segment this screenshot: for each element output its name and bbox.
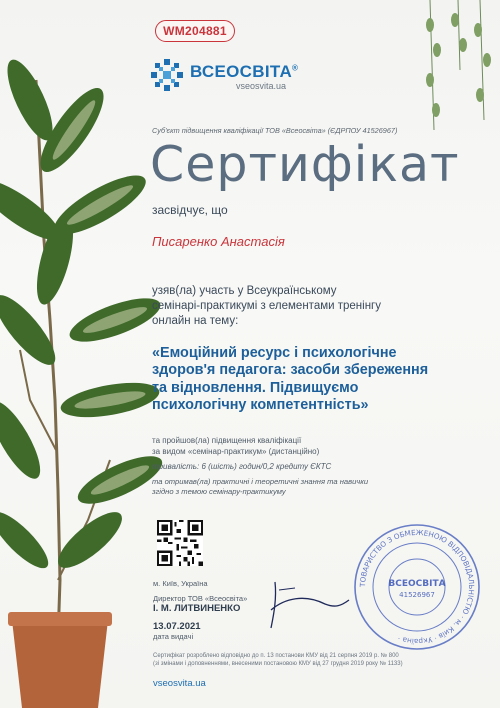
plant-illustration [0, 20, 170, 708]
issue-date: 13.07.2021 [153, 621, 201, 632]
footnote-line: Сертифікат розроблено відповідно до п. 13 постанови КМУ від 21 серпня 2019 р. № 800 [153, 653, 399, 659]
recipient-name: Писаренко Анастасія [152, 234, 285, 249]
official-stamp [352, 522, 482, 652]
participation-line: узяв(ла) участь у Всеукраїнському [152, 285, 337, 297]
website-link[interactable]: vseosvita.ua [153, 678, 206, 689]
director-title: Директор ТОВ «Всеосвіта» [153, 594, 248, 603]
qualification-text [152, 436, 452, 457]
certificate-title: Сертифікат [150, 136, 460, 193]
stamp-ring-text: ТОВАРИСТВО З ОБМЕЖЕНОЮ ВІДПОВІДАЛЬНІСТЮ · м. Київ · Україна · [357, 527, 477, 647]
issuer-subject-line: Суб'єкт підвищення кваліфікації ТОВ «Всеосвіта» (ЄДРПОУ 41526967) [152, 126, 398, 135]
vseosvita-logo-icon [150, 58, 184, 92]
stamp-center-text: ВСЕОСВІТА [388, 579, 446, 589]
qualification-line: за видом «семінар-практикум» (дистанційно) [152, 446, 320, 456]
issue-date-label: дата видачі [153, 632, 194, 641]
gained-line: та отримав(ла) практичні і теоретичні знання та навички [152, 477, 369, 486]
certifies-text: засвідчує, що [152, 203, 228, 217]
topic-line: «Емоційний ресурс і психологічне [152, 345, 397, 361]
qr-code[interactable] [157, 520, 203, 566]
participation-line: онлайн на тему: [152, 315, 239, 327]
director-signature [255, 570, 355, 630]
participation-line: семінарі-практикумі з елементами тренінгу [152, 300, 382, 312]
vine-illustration [400, 0, 500, 150]
stamp-number: 41526967 [399, 591, 435, 599]
topic-line: психологічну компетентність» [152, 397, 369, 414]
duration-text: тривалість: 6 (шість) годин/0,2 кредиту ЄКТС [152, 462, 332, 471]
topic-line: та відновлення. Підвищуємо [152, 379, 359, 396]
city-text: м. Київ, Україна [153, 579, 208, 588]
seminar-topic [152, 345, 472, 415]
participation-text [152, 284, 452, 329]
logo-wordmark [190, 62, 298, 82]
logo-registered: ® [292, 63, 299, 73]
gained-line: згідно з темою семінару-практикуму [152, 486, 286, 496]
topic-line: здоров'я педагога: засоби збереження [152, 362, 429, 379]
gained-text [152, 477, 452, 496]
certificate-code-badge: WM204881 [155, 20, 235, 42]
logo-name: ВСЕОСВІТА [190, 62, 293, 81]
qualification-line: та пройшов(ла) підвищення кваліфікації [152, 436, 302, 445]
logo-site: vseosvita.ua [236, 81, 287, 91]
legal-footnote [153, 652, 483, 668]
footnote-line: (зі змінами і доповненнями, внесеними постановою КМУ від 27 грудня 2019 року № 1133) [153, 661, 403, 667]
director-name: І. М. ЛИТВИНЕНКО [153, 603, 241, 614]
